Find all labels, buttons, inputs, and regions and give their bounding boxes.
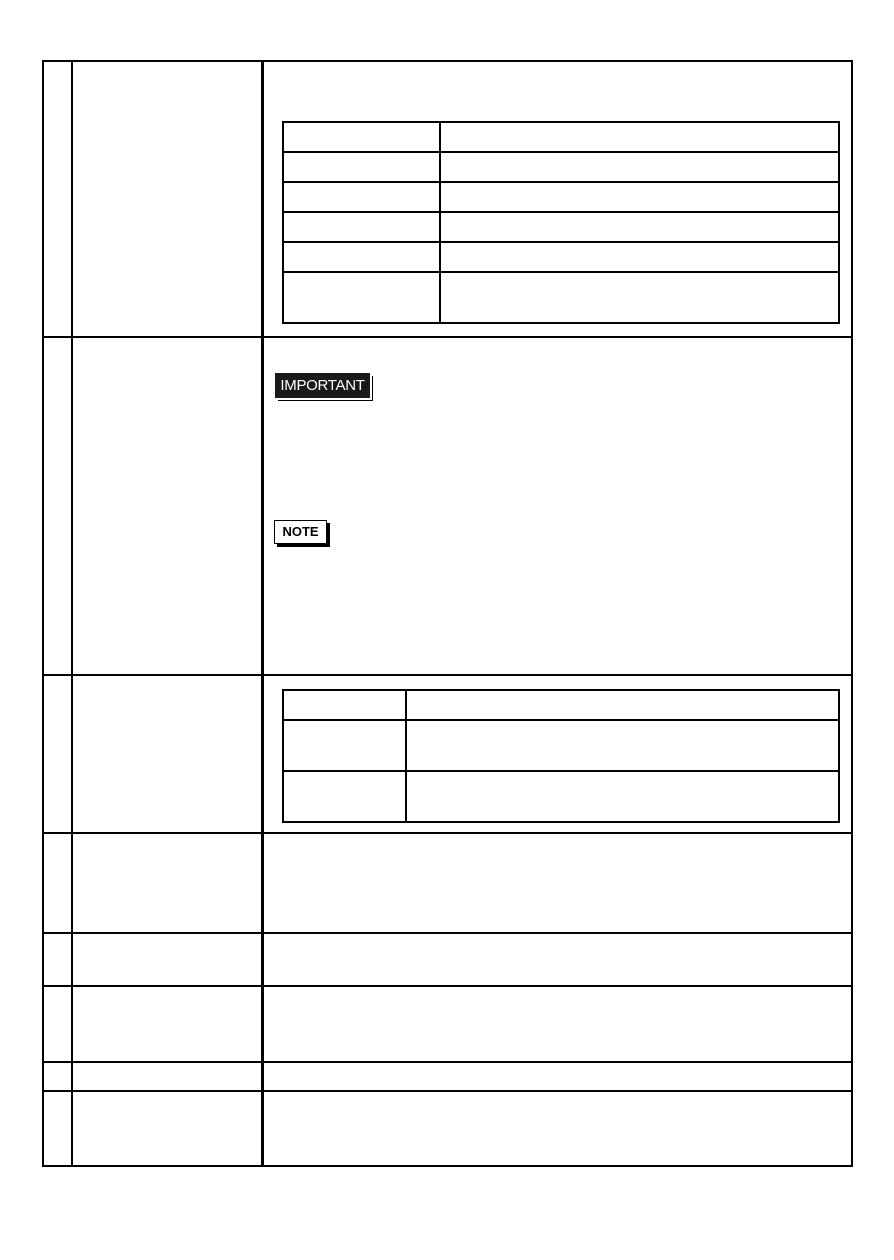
spec-row-6: [44, 987, 851, 1061]
subtable-row-divider: [284, 241, 838, 243]
spec-row-8: [44, 1092, 851, 1165]
row-content-cell: [264, 338, 851, 674]
row-label-cell: [73, 338, 261, 674]
row-label-cell: [73, 987, 261, 1061]
row-label-cell: [73, 934, 261, 985]
spec-table: [42, 60, 853, 1167]
important-badge: [275, 373, 372, 401]
subtable-row-divider: [284, 770, 838, 772]
row-content-cell: [264, 676, 851, 832]
row-content-cell: [264, 1063, 851, 1090]
important-badge-label: IMPORTANT: [275, 373, 370, 398]
settings-subtable: [282, 121, 840, 324]
row-number-cell: [44, 987, 71, 1061]
subtable-row-divider: [284, 719, 838, 721]
row-number-cell: [44, 676, 71, 832]
spec-row-3: [44, 676, 851, 832]
row-label-cell: [73, 834, 261, 932]
subtable-row-divider: [284, 151, 838, 153]
spec-row-5: [44, 934, 851, 985]
row-content-cell: [264, 834, 851, 932]
subtable-row-divider: [284, 211, 838, 213]
row-label-cell: [73, 1063, 261, 1090]
spec-row-2: [44, 338, 851, 674]
note-badge: [274, 520, 330, 547]
row-number-cell: [44, 338, 71, 674]
spec-row-4: [44, 834, 851, 932]
row-number-cell: [44, 934, 71, 985]
subtable-row-divider: [284, 271, 838, 273]
row-number-cell: [44, 1063, 71, 1090]
row-number-cell: [44, 1092, 71, 1165]
options-subtable: [282, 689, 840, 823]
spec-row-1: [44, 62, 851, 336]
row-label-cell: [73, 62, 261, 336]
row-content-cell: [264, 934, 851, 985]
spec-row-7: [44, 1063, 851, 1090]
row-label-cell: [73, 1092, 261, 1165]
row-content-cell: [264, 62, 851, 336]
row-content-cell: [264, 987, 851, 1061]
row-number-cell: [44, 834, 71, 932]
row-content-cell: [264, 1092, 851, 1165]
note-badge-label: NOTE: [274, 520, 327, 544]
row-number-cell: [44, 62, 71, 336]
row-label-cell: [73, 676, 261, 832]
subtable-column-divider: [405, 691, 407, 821]
subtable-row-divider: [284, 181, 838, 183]
